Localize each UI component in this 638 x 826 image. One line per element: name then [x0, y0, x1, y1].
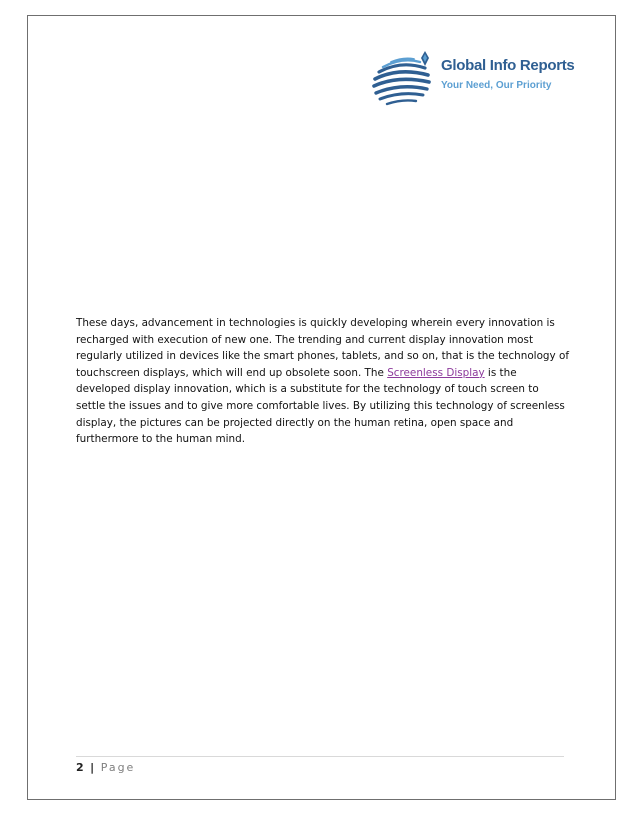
screenless-display-link[interactable]: Screenless Display — [387, 366, 485, 379]
body-text-part: is the developed display innovation, which is a substitute for the technology of touch screen to settle the issues and to give more comfortable lives. By utilizing this technology of screenless display, the pictures can be projected directly on the human retina, open space and furthermore to the human mind. — [76, 366, 565, 446]
footer-separator: | — [90, 761, 95, 774]
body-text-part: These days, advancement in technologies is quickly developing wherein every innovation is recharged with execution of new one. The trending and current display innovation most regularly utilized in devices like the smart phones, tablets, and so on, that is the technology of touchscreen displays, which will end up obsolete soon. The — [76, 317, 569, 379]
logo-tagline: Your Need, Our Priority — [441, 80, 552, 91]
page-number: 2 — [76, 761, 84, 774]
footer-divider — [76, 756, 564, 757]
page-footer — [76, 761, 135, 774]
logo-title: Global Info Reports — [441, 57, 575, 74]
company-logo — [370, 48, 575, 110]
body-paragraph — [76, 315, 571, 448]
page-label: Page — [100, 761, 136, 774]
globe-logo-icon — [370, 48, 438, 110]
